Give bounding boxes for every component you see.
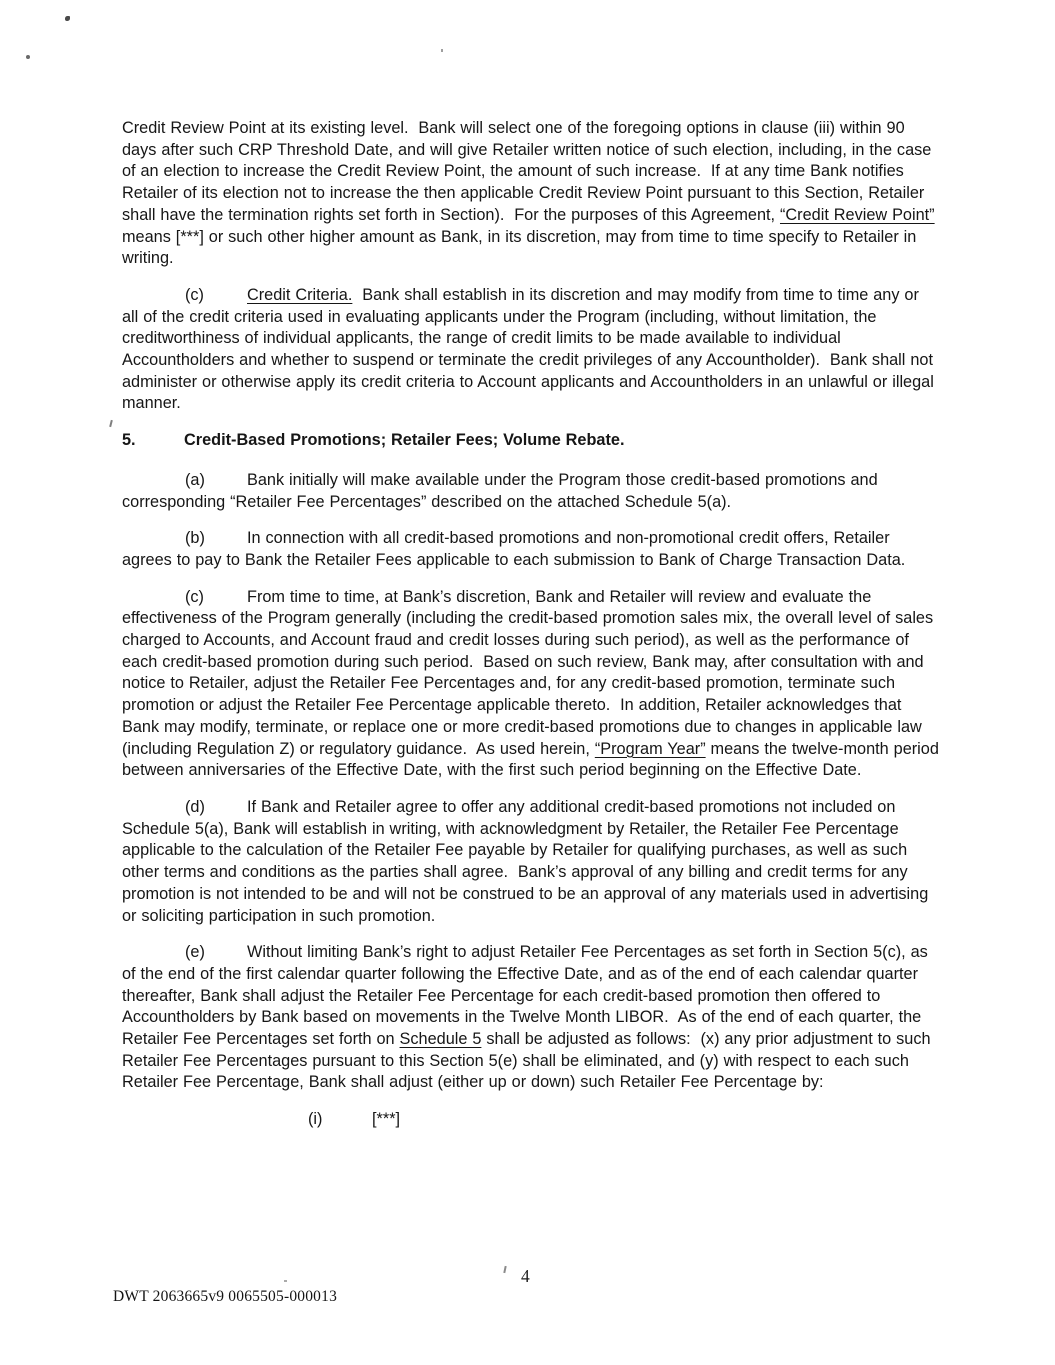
scan-artifact: [441, 49, 443, 52]
paragraph-text: Bank initially will make available under the Program those credit-based promotions and corresponding “Retailer Fee Percentages” described on the attached Schedule 5(a).: [122, 470, 883, 511]
paragraph-5a: [122, 470, 940, 513]
paragraph-text: means the twelve-month period between anniversaries of the Effective Date, with the first such period beginning on the Effective Date.: [122, 739, 944, 780]
schedule-5-reference: Schedule 5: [399, 1030, 482, 1049]
page-content: [122, 118, 944, 1146]
paragraph-text: Without limiting Bank’s right to adjust Retailer Fee Percentages as set forth in Section 5(c), as of the end of the first calendar quarter following the Effective Date, and as of the end of each calendar quarter thereafter, Bank shall adjust the Retailer Fee Percentage for each credit-based promotion then offered to Accountholders by Bank based on movements in the Twelve Month LIBOR. As of the end of each quarter, the Retailer Fee Percentages set forth on: [122, 943, 933, 1049]
redacted-value: [***]: [372, 1110, 401, 1129]
clause-label: (d): [185, 797, 205, 816]
clause-label: (e): [185, 943, 205, 962]
clause-label: (a): [185, 470, 205, 489]
paragraph-5d: [122, 797, 940, 927]
defined-term-program-year: “Program Year”: [594, 739, 706, 758]
paragraph-5e-i: [122, 1109, 940, 1131]
clause-label: (b): [185, 529, 205, 548]
paragraph-credit-criteria: [122, 285, 940, 415]
clause-label: (c): [185, 285, 204, 304]
page-number: 4: [521, 1266, 530, 1286]
scan-artifact: [503, 1266, 506, 1273]
scan-artifact: [284, 1280, 287, 1282]
scan-artifact: [109, 420, 113, 427]
paragraph-text: means [***] or such other higher amount as Bank, in its discretion, may from time to time specify to Retailer in writing.: [122, 205, 940, 268]
paragraph-text: Bank shall establish in its discretion and may modify from time to time any or all of the credit criteria used in evaluating applicants under the Program (including, without limitation, the creditworthiness of individual applicants, the range of credit limits to be made available to individual Accountholders and whether to suspend or terminate the credit privileges of any Accountholder). Bank shall not administer or otherwise apply its credit criteria to Account applicants and Accountholders in an unlawful or illegal manner.: [122, 285, 939, 413]
paragraph-text: From time to time, at Bank’s discretion, Bank and Retailer will review and evaluate the effectiveness of the Program generally (including the credit-based promotion sales mix, the overall level of sales charged to Accounts, and Account fraud and credit losses during such period), as well as the performance of each credit-based promotion during such period. Based on such review, Bank may, after consultation with and notice to Retailer, adjust the Retailer Fee Percentages and, for any credit-based promotion, terminate such promotion or adjust the Retailer Fee Percentage applicable thereto. In addition, Retailer acknowledges that Bank may modify, terminate, or replace one or more credit-based promotions due to changes in applicable law (including Regulation Z) or regulatory guidance. As used herein,: [122, 587, 939, 758]
clause-label: (i): [308, 1110, 323, 1129]
clause-title-credit-criteria: Credit Criteria.: [247, 285, 353, 304]
section-number: 5.: [122, 431, 136, 450]
paragraph-credit-review-point-continuation: [122, 118, 940, 270]
scan-artifact: [26, 55, 30, 59]
defined-term-credit-review-point: “Credit Review Point”: [779, 205, 935, 224]
paragraph-5e: [122, 942, 940, 1094]
clause-label: (c): [185, 587, 204, 606]
section-title: Credit-Based Promotions; Retailer Fees; Volume Rebate.: [184, 431, 625, 450]
paragraph-text: shall be adjusted as follows: (x) any prior adjustment to such Retailer Fee Percentages pursuant to this Section 5(e) shall be eliminated, and (y) with respect to each such Retailer Fee Percentage, Bank shall adjust (either up or down) such Retailer Fee Percentage by:: [122, 1030, 936, 1092]
scan-artifact: [65, 16, 70, 21]
paragraph-text: If Bank and Retailer agree to offer any additional credit-based promotions not included on Schedule 5(a), Bank will establish in writing, with acknowledgment by Retailer, the Retailer Fee Percentage applicable to the calculation of the Retailer Fee payable by Retailer for qualifying purchases, as well as such other terms and conditions as the parties shall agree. Bank’s approval of any billing and credit terms for any promotion is not intended to be and will not be construed to be an approval of any materials used in advertising or soliciting participation in such promotion.: [122, 797, 934, 925]
paragraph-text: Credit Review Point at its existing level. Bank will select one of the foregoing options in clause (iii) within 90 days after such CRP Threshold Date, and will give Retailer written notice of such election, including, in the case of an election to increase the Credit Review Point, the amount of such increase. If at any time Bank notifies Retailer of its election not to increase the then applicable Credit Review Point pursuant to this Section, Retailer shall have the termination rights set forth in Section). For the purposes of this Agreement,: [122, 119, 937, 224]
paragraph-text: In connection with all credit-based promotions and non-promotional credit offers, Retailer agrees to pay to Bank the Retailer Fees applicable to each submission to Bank of Charge Transaction Data.: [122, 529, 906, 569]
footer-document-id: DWT 2063665v9 0065505-000013: [113, 1288, 338, 1305]
paragraph-5b: [122, 528, 940, 571]
paragraph-5c: [122, 587, 944, 782]
section-5-heading: [122, 430, 940, 452]
